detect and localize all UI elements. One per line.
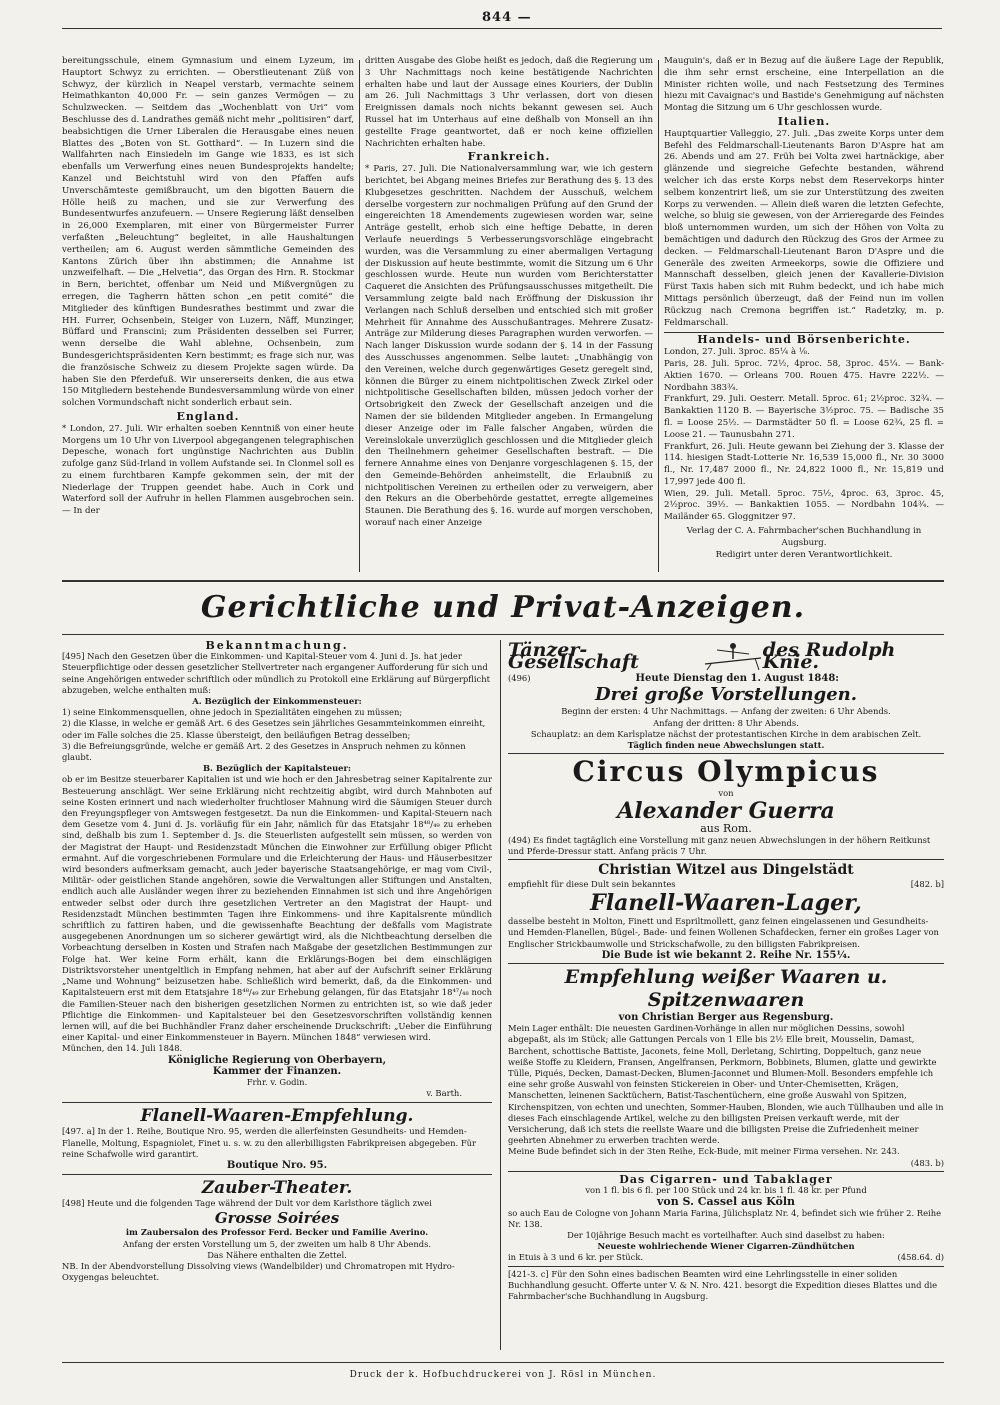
announcement-section-b: B. Bezüglich der Kapitalsteuer:: [202, 763, 352, 774]
trade-line: Wien, 29. Juli. Metall. 5proc. 75½, 4proc. 63, 3proc. 45, 2½proc. 39½. — Bankaktien 1055. — Nordbahn 104¾. — Mailänder 65. Gloggnitzer 97.: [664, 488, 944, 523]
berger-von: von Christian Berger aus Regensburg.: [618, 1012, 834, 1024]
signature-1: Frhr. v. Godin.: [246, 1076, 308, 1087]
flanell-ad-text: [497. a] In der 1. Reihe, Boutique Nro. 95, werden die allerfeinsten Gesundheits- und Hemden-Flanelle, Moltung, Espagniolet, Finet u. s. w. zu den allerbilligsten Fabrikpreisen abgegeben. Für reine Schafwolle wird garantirt.: [62, 1126, 477, 1159]
zauber-ad-note: Das Nähere enthalten die Zettel.: [207, 1249, 347, 1260]
column-3: [664, 56, 944, 576]
witzel-text: dasselbe besteht in Molton, Finett und Espriltmollett, ganz feinen eingelassenen und Gesundheits- und Hemden-Flanellen, Bügel-, Bade- und feinen Wollenen Schafdecken, ferner ein großes Lager von Englischer Strickbaumwolle und Strickschafwolle, zu den billigsten Fabrikpreisen.: [508, 916, 939, 949]
authority-line-2: Kammer der Finanzen.: [212, 1065, 342, 1077]
berger-ref: (483. b): [910, 1157, 944, 1168]
italy-article: Hauptquartier Valleggio, 27. Juli. „Das zweite Korps unter dem Befehl des Feldmarschall-Lieutenants Baron D'Aspre hat am 26. Abends und am 27. Früh bei Volta zwei hartnäckige, aber glänzende und siegreiche Gefechte bestanden, während welcher ich das erste Korps nebst dem Reservekorps hinter selbem konzentrirt ließ, um sie zur Unterstützung des zweiten Korps zu verwenden. — Allein dieß waren die letzten Gefechte, welche, so bluig sie gewesen, von der Arrieregarde des Feindes bloß unternommen wurden, um sich der Höhen von Volta zu bemächtigen und dadurch den Rückzug des Gros der Armee zu decken. — Feldmarschall-Lieutenant Baron D'Aspre und die Generäle des zweiten Armeekorps, sowie die Offiziere und Mannschaft desselben, gleich jenen der Kavallerie-Division Fürst Taxis haben sich mit Ruhm bedeckt, und ich habe mich Mittags persönlich überzeugt, daß der Feind nun im vollen Rückzug nach Cremona begriffen ist.“ Radetzky, m. p. Feldmarschall.: [664, 128, 944, 328]
publisher-line: Verlag der C. A. Fahrmbacher'schen Buchhandlung in Augsburg.: [686, 526, 922, 548]
trade-line: Frankfurt, 26. Juli. Heute gewann bei Ziehung der 3. Klasse der 114. hiesigen Stadt-Lotterie Nr. 16,539 15,000 fl., Nr. 30 3000 fl., Nr. 17,487 2000 fl., Nr. 24,822 1000 fl., Nr. 15,819 und 17,997 jede 400 fl.: [664, 441, 944, 487]
cigar-big: Neueste wohlriechende Wiener Cigarren-Zündhütchen: [597, 1241, 855, 1252]
circus-text: (494) Es findet tagtäglich eine Vorstellung mit ganz neuen Abwechslungen in der höhern Reitkunst und Pferde-Dressur statt. Anfang präcis 7 Uhr.: [508, 834, 931, 856]
berger-text: Mein Lager enthält: Die neuesten Gardinen-Vorhänge in allen nur möglichen Dessins, sowohl abgepaßt, als im Stück; alle Gattungen Percals von 1 Elle bis 2½ Elle breit, Mousselin, Damast, Barchent, schottische Battiste, Jaconets, feine Moll, Derletang, Schirting, Doppeltuch, ganz neue weiße Stoffe zu Kleidern, Fransen, Angelfransen, Perkmorn, Bobbinets, Blumen, glatte und gewirkte Tülle, Piqués, Decken, Damast-Decken, Blumen-Jaconnet und Blumen-Moll. Besonders empfehle ich eine sehr große Auswahl von feinsten Stickereien in Ober- und Unter-Chemisetten, Krägen, Manschetten, leinenen Sacktüchern, Batist-Taschentüchern, eine große Auswahl von Spitzen, Kirchenspitzen, von echten und unechten, Sommer-Hauben, Blonden, wie auch Tüllhauben und alle in dieses Fach einschlagende Artikel, welche zu den billigsten Preisen verkauft werde, mit der Versicherung, daß ich stets die reellste Waare und die billigsten Preise die Zufriedenheit meiner geehrten Abnehmer zu erwerben trachten werde.: [508, 1023, 944, 1146]
signature-2: v. Barth.: [426, 1088, 462, 1099]
announcement-title: Bekanntmachung.: [205, 640, 349, 652]
circus-title: Circus Olympicus: [572, 755, 880, 789]
authority-line-1: Königliche Regierung von Oberbayern,: [167, 1054, 387, 1066]
ad-divider: [508, 963, 944, 964]
taenzer-owner: des Rudolph Knie.: [762, 640, 896, 673]
zauber-ad-text: [498] Heute und die folgenden Tage während der Dult vor dem Karlsthore täglich zwei: [62, 1198, 432, 1209]
announcement-item: 2) die Klasse, in welche er gemäß Art. 6 des Gesetzes sein jährliches Gesammteinkommen einreiht, oder im Falle solches die 25. Klasse übersteigt, den beiläufigen Betrag desselben;: [62, 718, 486, 740]
section-rule-top: [62, 580, 944, 582]
cigar-text: so auch Eau de Cologne von Johann Maria Farina, Jülichsplatz Nr. 4, befindet sich wie früher 2. Reihe Nr. 138.: [508, 1207, 942, 1229]
column-2: [365, 56, 653, 576]
announcement-section-a: A. Bezüglich der Einkommensteuer:: [192, 696, 362, 707]
editor-line: Redigirt unter deren Verantwortlichkeit.: [715, 549, 893, 560]
ad-divider: [62, 1174, 492, 1175]
globe-article: dritten Ausgabe des Globe heißt es jedoch, daß die Regierung um 3 Uhr Nachmittags noch keine bestätigende Nachrichten erhalten habe und laut der Aussage eines Kouriers, der Dublin am 26. Juli Nachmittags 3 Uhr verlassen, dort von diesen Ereignissen damals noch nichts bekannt gewesen sei. Auch Russel hat im Unterhaus auf eine deßhalb von Monsell an ihn gestellte Frage geantwortet, daß er noch keine offiziellen Nachrichten erhalten habe.: [365, 56, 653, 149]
witzel-subline: [508, 879, 944, 890]
france-article: * Paris, 27. Juli. Die Nationalversammlung war, wie ich gestern berichtet, bei Abgang meines Briefes zur Berathung des §. 13 des Klubgesetzes geschritten. Nachdem der Ausschuß, welchem derselbe vorgestern zur nochmaligen Prüfung auf den Grund der eingereichten 18 Amendements zugewiesen worden war, seine Anträge gestellt, erhob sich eine heftige Debatte, in deren Verlaufe neuerdings 5 Verbesserungsvorschläge eingebracht wurden, was die Versammlung zu einer abermaligen Vertagung der Diskussion auf heute bestimmte, womit die Sitzung um 6 Uhr geschlossen wurde. Heute nun wurden vom Berichterstatter Caqueret die Ansichten des Prüfungsausschusses mitgetheilt. Die Versammlung zeigte bald nach Eröffnung der Diskussion ihr Verlangen nach Schluß derselben und entschied sich mit großer Mehrheit für Annahme des Ausschußantrages. Mehrere Zusatz-Anträge zur Milderung dieses Paragraphen wurden verworfen. — Nach langer Diskussion wurde sodann der §. 14 in der Fassung des Ausschusses angenommen. Selbe lautet: „Unabhängig von den Vereinen, welche durch gegenwärtiges Gesetz geregelt sind, können die Bürger zu einem nichtpolitischen Zweck Zirkel oder nichtpolitische Gesellschaften bilden, müssen jedoch vorher der Ortsobrigkeit den Zweck der Gesellschaft anzeigen und die Namen der sie bildenden Mitglieder angeben. In Ermangelung dieser Anzeige oder im Falle falscher Angaben, würden die Vereinslokale unverzüglich geschlossen und die Mitglieder gleich den Theilnehmern geheimer Gesellschaften bestraft. — Die fernere Annahme eines von Denjanre vorgeschlagenen §. 15, der den Gemeinde-Behörden anheimstellt, die Erlaubniß zu nichtpolitischen Vereinen zu ertheilen oder zu verweigern, aber den Rekurs an die Oberbehörde gestattet, erregte allgemeines Staunen. Die Berathung des §. 16. wurde auf morgen verschoben, worauf nach einer Anzeige: [365, 164, 653, 529]
taenzer-place: Schauplatz: an dem Karlsplatze nächst der protestantischen Kirche in dem arabischen Zelt.: [530, 728, 922, 739]
taenzer-header: [508, 640, 944, 673]
apprentice-ad: [421-3. c] Für den Sohn eines badischen Beamten wird eine Lehrlingsstelle in einer soliden Buchhandlung gesucht. Offerte unter V. & N. Nro. 421. besorgt die Expedition dieses Blattes und die Fahrmbacher'sche Buchhandlung in Augsburg.: [508, 1268, 938, 1301]
announcement-intro: [495] Nach den Gesetzen über die Einkommen- und Kapital-Steuer vom 4. Juni d. Js. hat jeder Steuerpflichtige oder dessen gesetzlicher Stellvertreter nach ergangener Aufforderung für sich und seine Angehörigen entweder schriftlich oder mündlich zu Protokoll eine Erklärung auf Bürgerpflicht abzugeben, welche enthalten muß:: [62, 651, 490, 695]
section-title: Gerichtliche und Privat-Anzeigen.: [200, 590, 806, 625]
circus-name: Alexander Guerra: [617, 798, 835, 825]
ad-divider: [62, 1102, 492, 1103]
flanell-boutique: Boutique Nro. 95.: [226, 1159, 328, 1171]
berger-title: Empfehlung weißer Waaren u. Spitzenwaaren: [564, 966, 888, 1012]
cigar-price: von 1 fl. bis 6 fl. per 100 Stück und 24 kr. bis 1 fl. 48 kr. per Pfund: [585, 1185, 867, 1196]
cigar-visit: Der 10jährige Besuch macht es vorteilhafter. Auch sind daselbst zu haben:: [567, 1229, 885, 1240]
witzel-ref: [482. b]: [910, 879, 944, 890]
england-article: * London, 27. Juli. Wir erhalten soeben Kenntniß von einer heute Morgens um 10 Uhr von Liverpool abgegangenen telegraphischen Depesche, wonach fort ungünstige Nachrichten aus Dublin zufolge ganz Süd-Irland in vollem Aufstande sei. In Clonmel soll es zu einem furchtbaren Kampfe gekommen sein, der mit der Niederlage der Truppen geendet habe. Auch in Cork und Waterford soll der Aufruhr in hellen Flammen ausgebrochen sein. — In der: [62, 423, 354, 517]
berger-bude: Meine Bude befindet sich in der 3ten Reihe, Eck-Bude, mit meiner Firma versehen. Nr. 243.: [508, 1146, 900, 1157]
announcement-date: München, den 14. Juli 1848.: [62, 1043, 183, 1054]
right-ads-column: [508, 640, 944, 1360]
column-1-text: bereitungsschule, einem Gymnasium und einem Lyzeum, im Hauptort Schwyz zu errichten. — Oberstlieutenant Züß von Schwyz, der kürzlich in Neapel verstarb, vermachte seinem Heimathkanton 40,000 Fr. — sein ganzes Vermögen — zu Schulzwecken. — Seitdem das „Wochenblatt von Uri“ vom Beschlusse des d. Landrathes gemäß nicht mehr „politisiren“ darf, beabsichtigen die Urner Liberalen die Herausgabe eines neuen Blattes des „Boten von St. Gotthard“. — In Luzern sind die Wallfahrten nach Einsiedeln im Gange wie 1833, es ist sich ebenfalls um Verwerfung eines neuen Bundesprojekts handelte; Kanzel und Beichtstuhl wird von den Pfaffen aufs Unverschämteste gemißbraucht, um den bigotten Bauern die Hölle heiß zu machen, und sie zur Verwerfung des Bundesentwurfes anzufeuern. — Unsere Regierung läßt denselben in 26,000 Exemplaren, mit einer von Bürgermeister Furrer verfaßten „Beleuchtung“ begleitet, in alle Haushaltungen vertheilen; am 6. August werden sämmtliche Gemeinden des Kantons Zürich über ihn abstimmen; die Annahme ist unzweifelhaft. — Die „Helvetia“, das Organ des Hrn. R. Stockmar in Bern, berichtet, offenbar um Neid und Mißvergnügen zu erregen, die Tagherrn hätten schon „en petit comité“ die Mitglieder des künftigen Bundesrathes bestimmt und zwar die HH. Furrer, Ochsenbein, Steiger von Luzern, Näff, Munzinger, Büffard und Franscini; zum Präsidenten desselben sei Furrer, wenn derselbe die Wahl ablehne, Ochsenbein, zum Bundesgerichtspräsidenten Kern bestimmt; es frage sich nur, was die französische Schweiz zu diesem Projekte sagen würde. Da haben Sie den Pferdefuß. Wir unsererseits denken, die aus etwa 150 Mitgliedern bestehende Bundesversammlung würde von einer solchen Vormundschaft nicht sonderlich erbaut sein.: [62, 56, 354, 409]
printer-footer: Druck der k. Hofbuchdruckerei von J. Rösl in München.: [349, 1370, 657, 1380]
announcement-item: 1) seine Einkommensquellen, ohne jedoch in Spezialitäten eingehen zu müssen;: [62, 707, 403, 718]
taenzer-ref: (496): [508, 673, 531, 684]
ads-column-divider: [500, 640, 501, 1350]
zauber-ad-title: Zauber-Theater.: [201, 1178, 353, 1199]
cigar-footer: [508, 1252, 944, 1263]
taenzer-third: Anfang der dritten: 8 Uhr Abends.: [653, 717, 799, 728]
trade-line: London, 27. Juli. 3proc. 85¼ à ⅛.: [664, 347, 810, 358]
cigar-etuis: in Etuis à 3 und 6 kr. per Stück.: [508, 1252, 644, 1263]
ad-divider: [508, 1266, 944, 1267]
taenzer-title: Tänzer-Gesellschaft: [508, 640, 639, 673]
left-ads-column: [62, 640, 492, 1360]
witzel-bude: Die Bude ist wie bekannt 2. Reihe Nr. 155¼.: [601, 949, 851, 961]
zauber-ad-times: Anfang der ersten Vorstellung um 5, der zweiten um halb 8 Uhr Abends.: [122, 1238, 432, 1249]
zauber-ad-salon: im Zaubersalon des Professor Ferd. Becker und Familie Averino.: [125, 1227, 429, 1238]
rope-dancer-icon: [703, 640, 763, 673]
cigar-title: Das Cigarren- und Tabaklager: [619, 1172, 833, 1186]
trade-line: Paris, 28. Juli. 5proc. 72½, 4proc. 58, 3proc. 45¼. — Bank-Aktien 1670. — Orleans 700. Rouen 475. Havre 222½. — Nordbahn 383¾.: [664, 358, 944, 393]
taenzer-daily: Täglich finden neue Abwechslungen statt.: [627, 740, 825, 751]
footer-rule: [62, 1362, 944, 1363]
taenzer-times: Beginn der ersten: 4 Uhr Nachmittags. — Anfang der zweiten: 6 Uhr Abends.: [561, 706, 891, 717]
flanell-lager-title: Flanell-Waaren-Lager,: [590, 890, 862, 917]
cigar-ref: (458.64. d): [897, 1252, 944, 1263]
column-1: [62, 56, 354, 576]
ad-divider: [508, 859, 944, 860]
england-heading: England.: [176, 409, 240, 423]
top-rule: [62, 28, 942, 29]
section-rule-bottom: [62, 634, 944, 635]
circus-from: aus Rom.: [700, 822, 752, 836]
italy-heading: Italien.: [777, 114, 831, 128]
taenzer-big: Drei große Vorstellungen.: [594, 684, 858, 706]
zauber-ad-big: Grosse Soirées: [214, 1209, 340, 1228]
zauber-ad-nb: NB. In der Abendvorstellung Dissolving views (Wandelbilder) und Chromatropen mit Hydro-Oxygengas beleuchtet.: [62, 1260, 455, 1283]
witzel-title: Christian Witzel aus Dingelstädt: [598, 862, 854, 879]
flanell-ad-title: Flanell-Waaren-Empfehlung.: [140, 1106, 414, 1127]
mauguin-article: Mauguin's, daß er in Bezug auf die äußere Lage der Republik, die ihm sehr ernst erscheine, eine Interpellation an die Minister richten wolle, und nach Festsetzung des Termines hiezu mit Cavaignac's und Bastide's Genehmigung auf nächsten Montag die Sitzung um 6 Uhr geschlossen wurde.: [664, 56, 944, 114]
announcement-body: ob er im Besitze steuerbarer Kapitalien ist und wie hoch er den Jahresbetrag seiner Kapitalrente zur Besteuerung anschlägt. Wer seine Erklärung nicht rechtzeitig abgibt, wird durch Mahnboten auf seine Kosten erinnert und nach wiederholter fruchtloser Mahnung wird die Säumigen Steuer durch den Freyungspfleger von Amtswegen festgesetzt. Da nun die Einkommen- und Kapital-Steuern nach dem Gesetze vom 4. Juni d. Js. vorläufig für ein Jahr, nämlich für das Etatsjahr 18⁴⁸/₄₉ zu erheben sind, deßhalb bis zum 1. September d. Js. die Steuerlisten aufgestellt sein müssen, so werden von der Magistrat der Haupt- und Residenzstadt München die Einwohner zur Erfüllung obiger Pflicht ermahnt. Auf die vorgeschriebenen Formulare und die Erleichterung der Haus- und Häuserbesitzer wird besonders aufmerksam gemacht, auch jeder bayerische Staatsangehörige, er mag vom Civil-, Militär- oder geistlichen Stande angehören, sowie die Verwaltungen aller Stiftungen und Anstalten, endlich auch alle Ausländer wegen ihrer zu beziehenden Einnahmen ist sich und ihre Angehörigen entweder selbst oder durch ihre gesetzlichen Vertreter an den Magistrat der Haupt- und Residenzstadt München bestimmten Tagen ihre Einkommens- und ihre Kapitalsrente mündlich schriftlich zu fattiren haben, und die gewissenhafte Beachtung der deßfalls vom Magistrate ausgegebenen Anordnungen um so sicherer gewärtigt wird, als die Nichtbeachtung derselben die Vorbeachtung derselben in Kosten und Strafen nach Maßgabe der gesetzlichen Bestimmungen zur Folge hat. Wer keine Form erhält, kann die Erklärungs-Bogen bei dem einschlägigen Distriktsvorsteher unentgeltlich in Empfang nehmen, hat aber auf der Aufschrift seiner Erklärung „Name und Wohnung“ beizusetzen habe. Schließlich wird bemerkt, daß, da die Einkommen- und Kapitalsteuern erst mit dem Etatsjahre 18⁴⁸/₄₉ zur Erhebung gelangen, für das Etatsjahr 18⁴⁷/₄₈ noch die Familien-Steuer nach den bisherigen gesetzlichen Normen zu entrichten ist, so wie daß jeder Pflichtige die Einkommen- und Kapitalsteuer bei den Gesetzesvorschriften vollständig kennen lernen will, auf die bei Buchhändler Franz daher erscheinende Druckschrift: „Ueber die Einführung einer Kapital- und einer Einkommensteuer in Bayern. München 1848“ verwiesen wird.: [62, 774, 492, 1043]
ad-divider: [508, 753, 944, 754]
column-divider-1: [359, 60, 360, 572]
column-divider-2: [658, 60, 659, 572]
announcement-item: 3) die Befreiungsgründe, welche er gemäß Art. 2 des Gesetzes in Anspruch nehmen zu können glaubt.: [62, 740, 466, 763]
circus-von: von: [718, 788, 734, 799]
taenzer-today: Heute Dienstag den 1. August 1848:: [635, 673, 839, 685]
witzel-sub: empfiehlt für diese Dult sein bekanntes: [508, 879, 676, 890]
page-number: 844 —: [482, 10, 532, 25]
cigar-merchant: von S. Cassel aus Köln: [656, 1195, 796, 1209]
trade-line: Frankfurt, 29. Juli. Oesterr. Metall. 5proc. 61; 2½proc. 32¾. — Bankaktien 1120 B. — Bayerische 3½proc. 75. — Badische 35 fl. = Loose 25½. — Darmstädter 50 fl. = Loose 62¾, 25 fl. = Loose 21. — Taunusbahn 271.: [664, 394, 944, 440]
france-heading: Frankreich.: [467, 150, 551, 164]
trade-heading: Handels- und Börsenberichte.: [697, 333, 911, 347]
ad-divider: [508, 1171, 944, 1172]
